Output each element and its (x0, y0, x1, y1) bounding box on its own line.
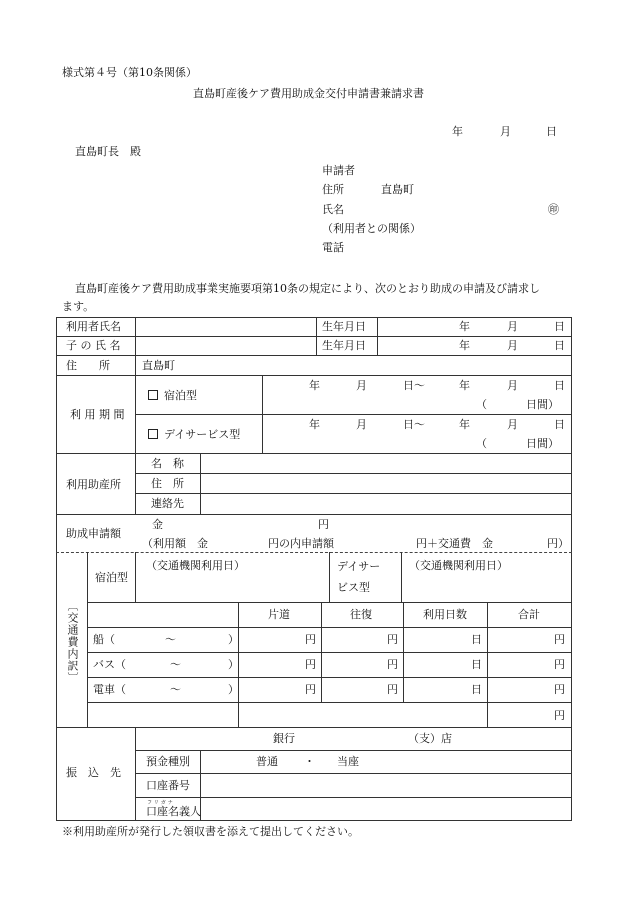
user-birth-month: 月 (507, 320, 518, 333)
train-tilde: ～ (170, 683, 181, 696)
ds-days-close: 日間） (526, 437, 559, 450)
ds-days-open: （ (476, 437, 487, 450)
ds-to-year: 年 (459, 418, 470, 431)
bus-days-unit: 日 (471, 658, 482, 671)
ds-to-month: 月 (507, 418, 518, 431)
subsidy-amount-prefix: 金 (152, 518, 163, 531)
breakdown-part-3: 円＋交通費 金 (416, 537, 493, 550)
applicant-name-label: 氏名 (322, 203, 344, 216)
transport-breakdown-label: 〔交通費内訳〕 (66, 600, 79, 684)
subsidy-amount-yen: 円 (318, 518, 329, 531)
transport-breakdown-text: 交通費内訳 (66, 612, 79, 672)
day-service-label: デイサービス型 (164, 428, 241, 441)
transport-stay-label: 宿泊型 (95, 571, 128, 584)
period-label: 利 用 期 間 (70, 408, 125, 421)
ds-from-day: 日～ (403, 418, 425, 431)
stay-from-month: 月 (356, 379, 367, 392)
ship-label: 船（ (93, 633, 115, 646)
applicant-relation-label: （利用者との関係） (322, 222, 421, 235)
col-round: 往復 (350, 608, 372, 621)
stay-type-label: 宿泊型 (164, 389, 197, 402)
transport-ds-label-1: デイサー (337, 560, 381, 573)
bus-oneway-yen: 円 (305, 658, 316, 671)
user-birth-year: 年 (459, 320, 470, 333)
col-oneway: 片道 (268, 608, 290, 621)
deposit-ordinary[interactable]: 普通 (256, 755, 278, 768)
ds-from-year: 年 (309, 418, 320, 431)
account-number-label: 口座番号 (146, 779, 190, 792)
train-label: 電車（ (93, 683, 126, 696)
user-name-label: 利用者氏名 (66, 320, 121, 333)
date-day-label: 日 (546, 125, 557, 138)
bus-total-yen: 円 (554, 658, 565, 671)
ship-tilde: ～ (165, 633, 176, 646)
bus-round-yen: 円 (387, 658, 398, 671)
user-birth-label: 生年月日 (322, 320, 366, 333)
transport-ds-label-2: ビス型 (337, 581, 370, 594)
stay-to-day: 日 (554, 379, 565, 392)
transport-ds-date[interactable]: （交通機関利用日） (409, 559, 508, 572)
transport-stay-date[interactable]: （交通機関利用日） (146, 559, 245, 572)
stay-type-checkbox[interactable] (148, 390, 158, 400)
address-label: 住 所 (66, 359, 110, 372)
facility-contact-label: 連絡先 (151, 497, 184, 510)
transport-grand-total-yen: 円 (554, 709, 565, 722)
child-birth-month: 月 (507, 339, 518, 352)
col-total: 合計 (518, 608, 540, 621)
col-days: 利用日数 (423, 608, 467, 621)
deposit-type-label: 預金種別 (146, 755, 190, 768)
ship-total-yen: 円 (554, 633, 565, 646)
account-holder-ruby: フリガナ (147, 800, 175, 806)
ship-close: ） (228, 633, 239, 646)
stay-to-month: 月 (507, 379, 518, 392)
facility-name-label: 名 称 (151, 457, 184, 470)
ship-days-unit: 日 (471, 633, 482, 646)
account-holder-label: 口座名義人 (146, 805, 201, 818)
applicant-phone-label: 電話 (322, 241, 344, 254)
page-title: 直島町産後ケア費用助成金交付申請書兼請求書 (193, 87, 424, 100)
ds-from-month: 月 (356, 418, 367, 431)
breakdown-part-2: 円の内申請額 (268, 537, 334, 550)
intro-line-2: ます。 (62, 300, 95, 313)
subsidy-label: 助成申請額 (66, 527, 121, 540)
train-oneway-yen: 円 (305, 683, 316, 696)
bus-label: バス（ (93, 658, 126, 671)
applicant-label: 申請者 (322, 164, 355, 177)
intro-line-1: 直島町産後ケア費用助成事業実施要項第10条の規定により、次のとおり助成の申請及び請求し (75, 282, 540, 295)
footer-note: ※利用助産所が発行した領収書を添えて提出してください。 (62, 825, 359, 838)
transfer-label: 振 込 先 (66, 766, 121, 779)
ship-oneway-yen: 円 (305, 633, 316, 646)
train-round-yen: 円 (387, 683, 398, 696)
train-total-yen: 円 (554, 683, 565, 696)
stay-days-open: （ (476, 398, 487, 411)
child-birth-day: 日 (554, 339, 565, 352)
stay-to-year: 年 (459, 379, 470, 392)
train-close: ） (228, 683, 239, 696)
form-number: 様式第４号（第10条関係） (62, 66, 197, 79)
train-days-unit: 日 (471, 683, 482, 696)
applicant-address-label: 住所 (322, 183, 344, 196)
child-birth-year: 年 (459, 339, 470, 352)
date-month-label: 月 (500, 125, 511, 138)
date-year-label: 年 (452, 125, 463, 138)
breakdown-part-4: 円） (547, 537, 569, 550)
deposit-current[interactable]: 当座 (337, 755, 359, 768)
seal-mark: ㊞ (548, 203, 559, 216)
deposit-separator: ・ (304, 755, 315, 768)
bus-tilde: ～ (170, 658, 181, 671)
ship-round-yen: 円 (387, 633, 398, 646)
child-name-label: 子 の 氏 名 (66, 339, 121, 352)
applicant-address-value[interactable]: 直島町 (381, 183, 414, 196)
bus-close: ） (228, 658, 239, 671)
facility-label: 利用助産所 (66, 478, 121, 491)
ds-to-day: 日 (554, 418, 565, 431)
branch-label: （支）店 (408, 732, 452, 745)
address-value[interactable]: 直島町 (142, 359, 175, 372)
day-service-checkbox[interactable] (148, 429, 158, 439)
facility-address-label: 住 所 (151, 477, 184, 490)
stay-type-option[interactable] (148, 390, 197, 401)
bank-label: 銀行 (273, 732, 295, 745)
addressee: 直島町長 殿 (75, 145, 141, 158)
breakdown-part-1: （利用額 金 (142, 537, 208, 550)
user-birth-day: 日 (554, 320, 565, 333)
child-birth-label: 生年月日 (322, 339, 366, 352)
stay-from-day: 日～ (403, 379, 425, 392)
stay-from-year: 年 (309, 379, 320, 392)
stay-days-close: 日間） (526, 398, 559, 411)
day-service-type-option[interactable] (148, 429, 240, 440)
